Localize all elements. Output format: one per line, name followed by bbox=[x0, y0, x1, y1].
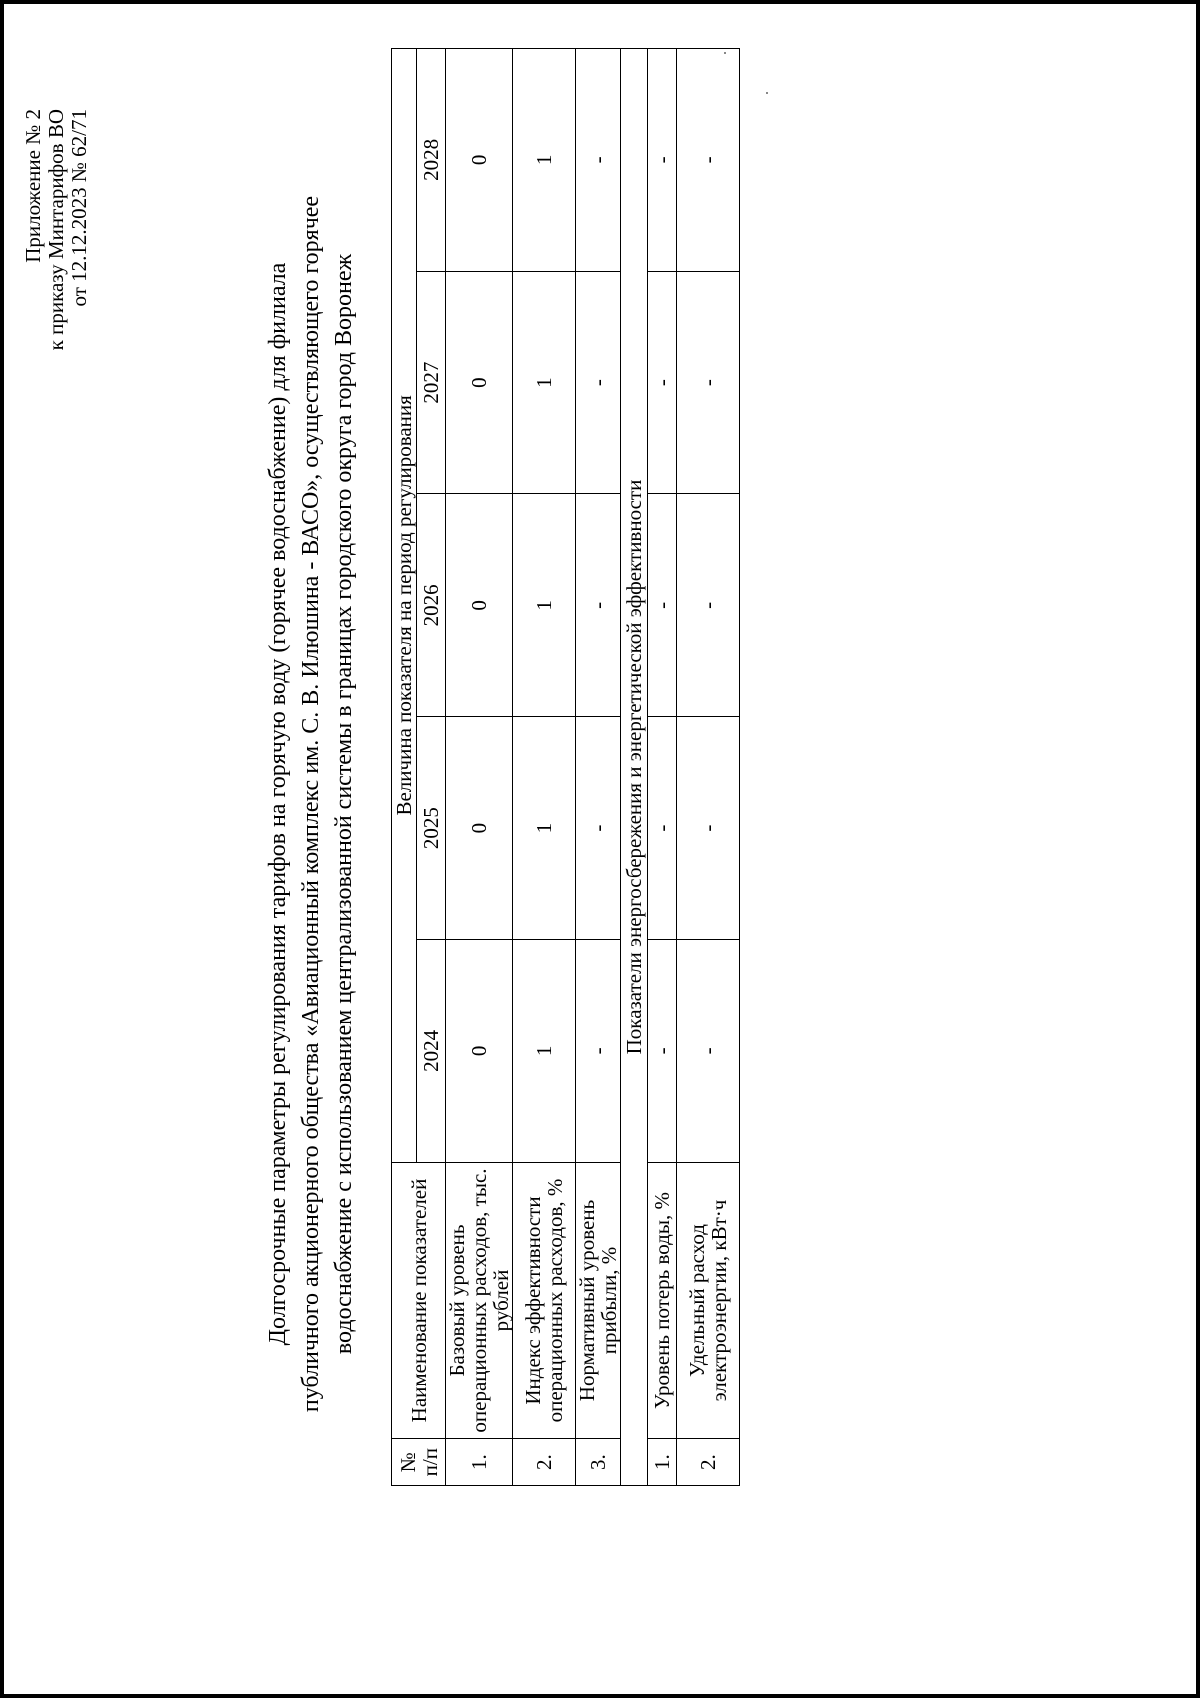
scan-speck bbox=[724, 52, 726, 54]
title-line-3: водоснабжение с использованием централизованной системы в границах городского округа город Воронеж bbox=[331, 253, 357, 1355]
title-line-2: публичного акционерного общества «Авиационный комплекс им. С. В. Илюшина - ВАСО», осуществляющего горячее bbox=[298, 195, 324, 1413]
row-number: 2. bbox=[677, 1439, 740, 1486]
row-value: 0 bbox=[446, 49, 513, 272]
row-indicator-name: Удельный расход электроэнергии, кВт·ч bbox=[677, 1162, 740, 1439]
row-value: - bbox=[576, 271, 621, 494]
row-number: 1. bbox=[446, 1439, 513, 1486]
header-number: № п/п bbox=[392, 1439, 446, 1486]
header-period: Величина показателя на период регулирования bbox=[392, 49, 417, 1163]
row-value: - bbox=[576, 717, 621, 940]
header-year: 2026 bbox=[417, 494, 446, 717]
annex-line-1: Приложение № 2 bbox=[21, 109, 45, 263]
rotated-document bbox=[4, 4, 1196, 1694]
row-value: 1 bbox=[513, 494, 576, 717]
header-year: 2024 bbox=[417, 939, 446, 1162]
row-value: - bbox=[648, 939, 677, 1162]
row-number: 1. bbox=[648, 1439, 677, 1486]
row-value: - bbox=[648, 49, 677, 272]
annex-line-3: от 12.12.2023 № 62/71 bbox=[67, 109, 91, 307]
scan-speck bbox=[766, 92, 768, 94]
table-row bbox=[446, 49, 513, 1486]
row-value: 1 bbox=[513, 49, 576, 272]
row-value: 0 bbox=[446, 939, 513, 1162]
row-value: - bbox=[648, 271, 677, 494]
row-indicator-name: Индекс эффективности операционных расходов, % bbox=[513, 1162, 576, 1439]
row-value: - bbox=[648, 494, 677, 717]
row-indicator-name: Уровень потерь воды, % bbox=[648, 1162, 677, 1439]
document-title bbox=[262, 124, 361, 1484]
scanned-page bbox=[4, 4, 1196, 1694]
row-value: - bbox=[677, 717, 740, 940]
row-value: - bbox=[576, 494, 621, 717]
row-value: - bbox=[576, 939, 621, 1162]
row-value: 0 bbox=[446, 494, 513, 717]
row-value: - bbox=[677, 271, 740, 494]
row-value: 0 bbox=[446, 717, 513, 940]
row-value: 1 bbox=[513, 271, 576, 494]
annex-reference bbox=[22, 109, 91, 449]
row-value: 1 bbox=[513, 939, 576, 1162]
table-row bbox=[648, 49, 677, 1486]
table-row bbox=[677, 49, 740, 1486]
row-indicator-name: Нормативный уровень прибыли, % bbox=[576, 1162, 621, 1439]
table-row bbox=[576, 49, 621, 1486]
title-line-1: Долгосрочные параметры регулирования тарифов на горячую воду (горячее водоснабжение) для филиала bbox=[265, 262, 291, 1346]
row-number: 2. bbox=[513, 1439, 576, 1486]
header-year: 2028 bbox=[417, 49, 446, 272]
header-year: 2025 bbox=[417, 717, 446, 940]
header-indicator-name: Наименование показателей bbox=[392, 1162, 446, 1439]
annex-line-2: к приказу Минтарифов ВО bbox=[44, 109, 68, 351]
row-value: - bbox=[677, 939, 740, 1162]
row-number: 3. bbox=[576, 1439, 621, 1486]
row-value: 1 bbox=[513, 717, 576, 940]
row-value: 0 bbox=[446, 271, 513, 494]
row-value: - bbox=[677, 49, 740, 272]
row-value: - bbox=[677, 494, 740, 717]
header-year: 2027 bbox=[417, 271, 446, 494]
table-row bbox=[513, 49, 576, 1486]
row-value: - bbox=[576, 49, 621, 272]
section-header-row bbox=[621, 49, 648, 1486]
row-value: - bbox=[648, 717, 677, 940]
section-title: Показатели энергосбережения и энергетической эффективности bbox=[621, 49, 648, 1486]
parameters-table bbox=[391, 48, 740, 1486]
row-indicator-name: Базовый уровень операционных расходов, тыс. рублей bbox=[446, 1162, 513, 1439]
